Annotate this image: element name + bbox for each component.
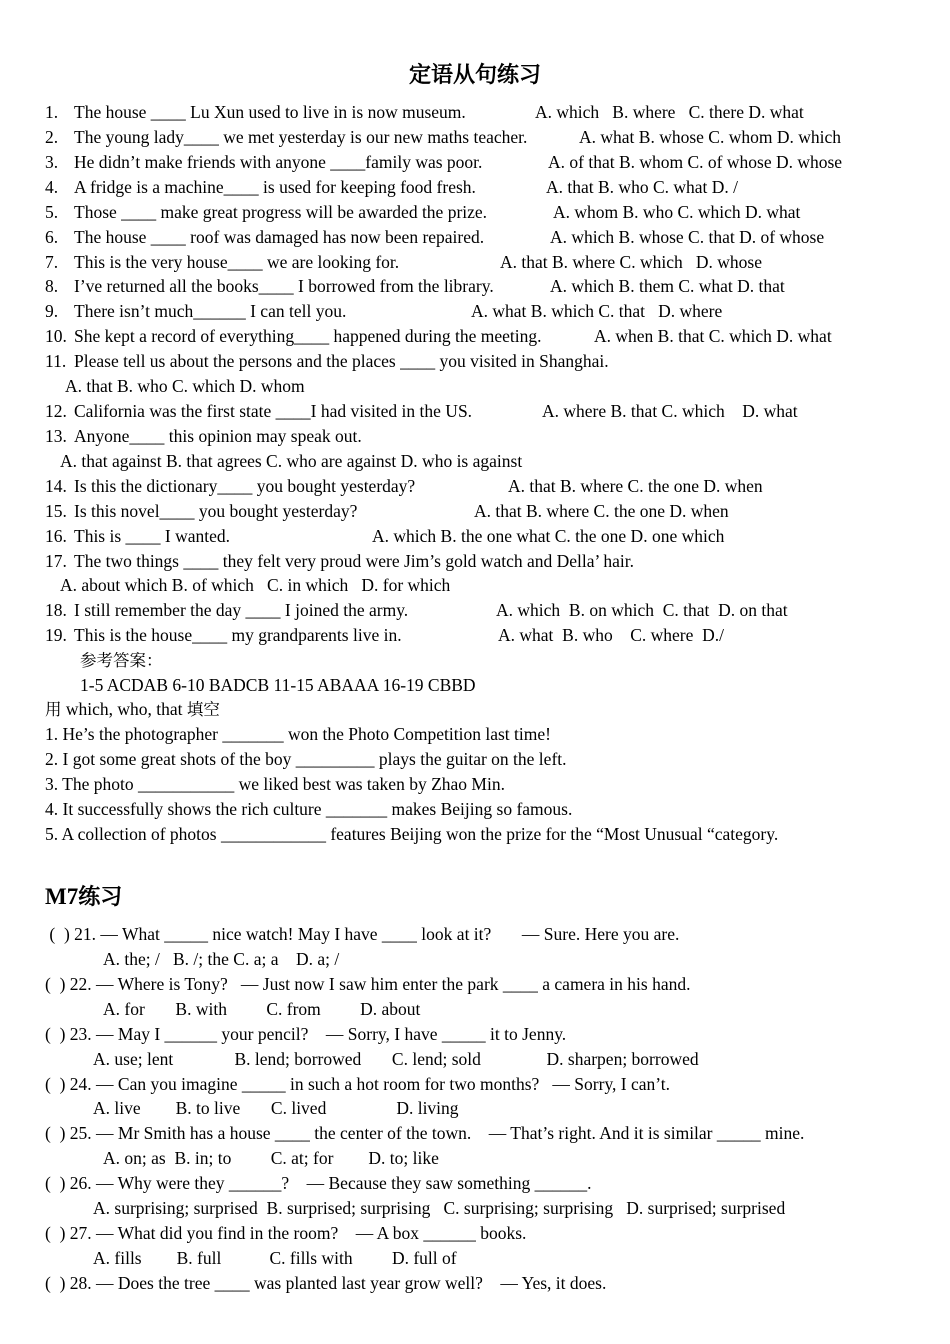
m7-question-row: ( ) 26. — Why were they ______? — Because they saw something ______. — [45, 1173, 592, 1194]
question-number: 16. — [45, 525, 67, 546]
question-options: A. of that B. whom C. of whose D. whose — [548, 151, 843, 172]
question-options: A. what B. whose C. whom D. which — [579, 126, 841, 147]
question-text: Is this novel____ you bought yesterday? — [74, 500, 358, 521]
question-number: 14. — [45, 475, 67, 496]
question-options: A. where B. that C. which D. what — [542, 401, 798, 422]
question-number: 11. — [45, 351, 67, 372]
question-row — [45, 524, 905, 549]
question-text: The house ____ roof was damaged has now been repaired. — [74, 226, 485, 247]
question-options-row — [65, 374, 925, 399]
question-text: A. that against B. that agrees C. who are against D. who is against — [60, 450, 523, 471]
m7-question-row: ( ) 22. — Where is Tony? — Just now I saw him enter the park ____ a camera in his hand. — [45, 973, 691, 994]
question-number: 8. — [45, 276, 59, 297]
question-number: 3. — [45, 151, 59, 172]
question-text: The two things ____ they felt very proud were Jim’s gold watch and Della’ hair. — [74, 550, 635, 571]
question-options-row — [60, 573, 920, 598]
question-options: A. whom B. who C. which D. what — [553, 201, 801, 222]
question-text: A fridge is a machine____ is used for keeping food fresh. — [74, 176, 476, 197]
question-text: Please tell us about the persons and the places ____ you visited in Shanghai. — [74, 351, 609, 372]
question-row — [45, 125, 905, 150]
m7-question-row: ( ) 28. — Does the tree ____ was planted last year grow well? — Yes, it does. — [45, 1272, 607, 1293]
question-row — [45, 274, 905, 299]
question-options: A. which B. whose C. that D. of whose — [550, 226, 825, 247]
question-number: 15. — [45, 500, 67, 521]
question-number: 1. — [45, 102, 59, 122]
question-number: 6. — [45, 226, 59, 247]
question-number: 17. — [45, 550, 67, 571]
m7-options-row: A. use; lent B. lend; borrowed C. lend; sold D. sharpen; borrowed — [93, 1048, 699, 1069]
fill-in-item: 4. It successfully shows the rich culture _______ makes Beijing so famous. — [45, 798, 573, 819]
question-text: I still remember the day ____ I joined the army. — [74, 600, 409, 621]
question-text: Anyone____ this opinion may speak out. — [74, 425, 362, 446]
question-number: 19. — [45, 625, 67, 646]
question-text: I’ve returned all the books____ I borrowed from the library. — [74, 276, 494, 297]
m7-question-row: ( ) 24. — Can you imagine _____ in such a hot room for two months? — Sorry, I can’t. — [45, 1073, 671, 1094]
question-row — [45, 200, 905, 225]
question-options: A. that B. where C. the one D. when — [474, 500, 729, 521]
question-options: A. which B. on which C. that D. on that — [496, 600, 788, 621]
question-row — [45, 150, 905, 175]
question-options-row — [60, 449, 920, 474]
m7-heading: M7练习 — [45, 884, 123, 910]
question-text: Is this the dictionary____ you bought yesterday? — [74, 475, 416, 496]
question-row — [45, 250, 905, 275]
question-row — [45, 225, 905, 250]
question-row — [45, 424, 905, 449]
fill-in-item: 3. The photo ___________ we liked best was taken by Zhao Min. — [45, 773, 505, 794]
question-text: There isn’t much______ I can tell you. — [74, 301, 347, 322]
fill-heading: 用 which, who, that 填空 — [45, 699, 220, 719]
question-options: A. what B. who C. where D./ — [498, 625, 725, 646]
question-options: A. that B. who C. what D. / — [546, 176, 739, 197]
question-row — [45, 349, 905, 374]
m7-options-row: A. the; / B. /; the C. a; a D. a; / — [103, 948, 340, 969]
question-number: 9. — [45, 301, 59, 322]
question-number: 5. — [45, 201, 59, 222]
question-text: The house ____ Lu Xun used to live in is now museum. — [74, 102, 466, 122]
answer-key: 1-5 ACDAB 6-10 BADCB 11-15 ABAAA 16-19 CBBD — [80, 675, 476, 695]
question-options: A. when B. that C. which D. what — [594, 326, 832, 347]
question-row — [45, 324, 905, 349]
question-options: A. which B. where C. there D. what — [535, 102, 804, 122]
question-row — [45, 175, 905, 200]
answers-label: 参考答案： — [80, 651, 163, 670]
page-title: 定语从句练习 — [408, 63, 541, 88]
question-text: A. about which B. of which C. in which D. for which — [60, 575, 451, 596]
m7-options-row: A. surprising; surprised B. surprised; surprising C. surprising; surprising D. surprised; surprised — [93, 1198, 786, 1219]
question-row — [45, 499, 905, 524]
m7-options-row: A. on; as B. in; to C. at; for D. to; like — [103, 1148, 439, 1169]
question-row — [45, 623, 905, 648]
question-text: This is the house____ my grandparents live in. — [74, 625, 402, 646]
question-row — [45, 474, 905, 499]
question-number: 12. — [45, 401, 67, 422]
question-row — [45, 299, 905, 324]
question-options: A. that B. where C. the one D. when — [508, 475, 763, 496]
question-text: California was the first state ____I had visited in the US. — [74, 401, 473, 422]
question-number: 13. — [45, 425, 67, 446]
question-text: This is ____ I wanted. — [74, 525, 231, 546]
question-number: 10. — [45, 326, 67, 347]
question-text: The young lady____ we met yesterday is our new maths teacher. — [74, 126, 528, 147]
fill-in-item: 2. I got some great shots of the boy _________ plays the guitar on the left. — [45, 748, 567, 769]
question-text: She kept a record of everything____ happened during the meeting. — [74, 326, 542, 347]
question-row — [45, 598, 905, 623]
question-text: A. that B. who C. which D. whom — [65, 376, 305, 397]
m7-options-row: A. fills B. full C. fills with D. full of — [93, 1247, 457, 1268]
question-number: 2. — [45, 126, 59, 147]
question-number: 4. — [45, 176, 59, 197]
question-text: Those ____ make great progress will be awarded the prize. — [74, 201, 488, 222]
question-row — [45, 399, 905, 424]
question-row — [45, 549, 905, 574]
question-text: He didn’t make friends with anyone ____family was poor. — [74, 151, 483, 172]
m7-question-row: ( ) 23. — May I ______ your pencil? — Sorry, I have _____ it to Jenny. — [45, 1023, 567, 1044]
question-options: A. what B. which C. that D. where — [471, 301, 723, 322]
m7-question-row: ( ) 21. — What _____ nice watch! May I have ____ look at it? — Sure. Here you are. — [45, 924, 680, 944]
m7-options-row: A. for B. with C. from D. about — [103, 998, 421, 1019]
m7-options-row: A. live B. to live C. lived D. living — [93, 1098, 459, 1119]
question-row — [45, 100, 905, 125]
m7-question-row: ( ) 27. — What did you find in the room? — A box ______ books. — [45, 1223, 527, 1244]
question-text: This is the very house____ we are looking for. — [74, 251, 400, 272]
question-number: 18. — [45, 600, 67, 621]
question-options: A. which B. the one what C. the one D. one which — [372, 525, 725, 546]
question-number: 7. — [45, 251, 59, 272]
question-options: A. which B. them C. what D. that — [550, 276, 785, 297]
fill-in-item: 5. A collection of photos ____________ features Beijing won the prize for the “Most Unusual “category. — [45, 823, 779, 844]
m7-question-row: ( ) 25. — Mr Smith has a house ____ the center of the town. — That’s right. And it is similar _____ mine. — [45, 1123, 805, 1144]
fill-in-item: 1. He’s the photographer _______ won the Photo Competition last time! — [45, 724, 551, 744]
question-options: A. that B. where C. which D. whose — [500, 251, 762, 272]
